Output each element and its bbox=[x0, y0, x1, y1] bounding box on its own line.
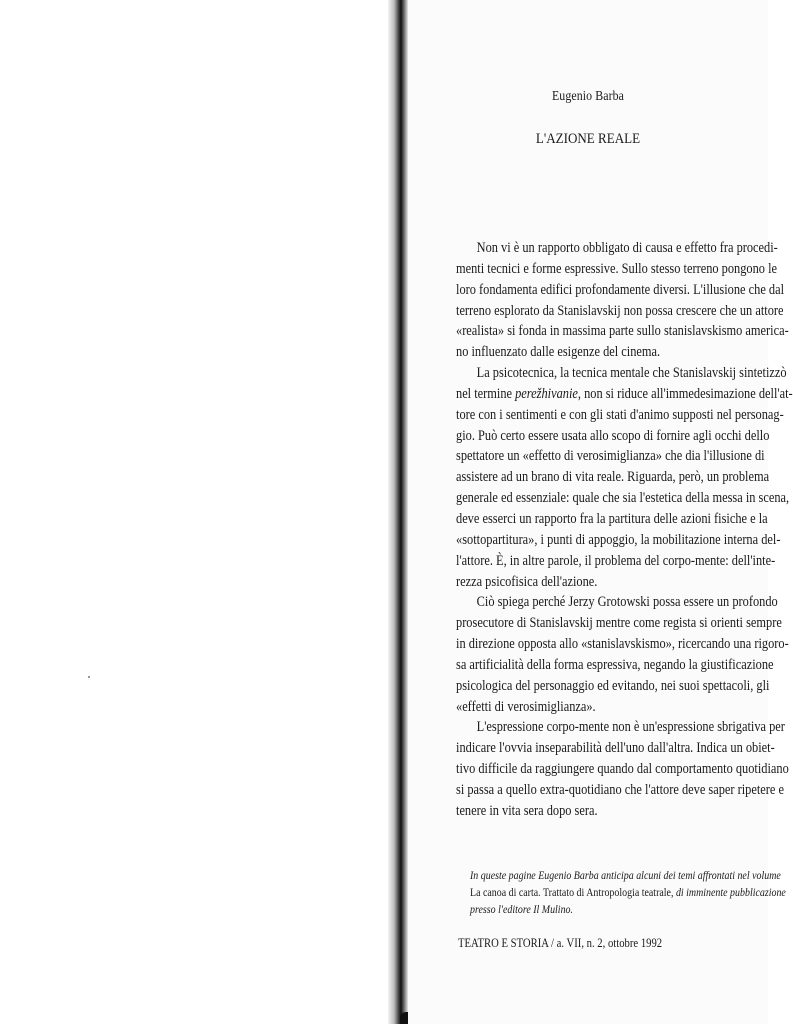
text-line: L'espressione corpo-mente non è un'espressione sbrigativa per bbox=[476, 719, 785, 736]
paragraph-2 bbox=[456, 363, 793, 592]
note-line bbox=[470, 902, 750, 919]
journal-footer: TEATRO E STORIA / a. VII, n. 2, ottobre 1992 bbox=[458, 936, 663, 950]
text-line: tenere in vita sera dopo sera. bbox=[456, 802, 598, 819]
text-line: sa artificialità della forma espressiva, negando la giustificazione bbox=[456, 656, 774, 673]
left-page-blank bbox=[0, 0, 388, 1024]
text-line: nel termine perežhivanie, non si riduce all'immedesimazione dell'at- bbox=[456, 385, 793, 402]
technical-term: perežhivanie bbox=[515, 385, 578, 402]
editorial-note bbox=[470, 868, 786, 920]
text-line: psicologica del personaggio ed evitando, nei suoi spettacoli, gli bbox=[456, 677, 770, 694]
text-line: si passa a quello extra-quotidiano che l'attore deve saper ripetere e bbox=[456, 781, 784, 798]
text-line: gio. Può certo essere usata allo scopo di fornire agli occhi dello bbox=[456, 427, 770, 444]
note-line-1: In queste pagine Eugenio Barba anticipa alcuni dei temi affrontati nel volume bbox=[470, 870, 781, 882]
text-line: assistere ad un brano di vita reale. Riguarda, però, un problema bbox=[456, 469, 770, 486]
note-line-2-italic: di imminente pubblicazione bbox=[673, 887, 786, 900]
author-name: Eugenio Barba bbox=[551, 88, 625, 103]
text-line: deve esserci un rapporto fra la partitura delle azioni fisiche e la bbox=[456, 510, 768, 527]
text-line: tore con i sentimenti e con gli stati d'animo supposti nel personag- bbox=[456, 406, 784, 423]
text-line: loro fondamenta edifici profondamente diversi. L'illusione che dal bbox=[456, 281, 785, 298]
note-line bbox=[470, 885, 786, 902]
text-line: Non vi è un rapporto obbligato di causa e effetto fra procedi- bbox=[476, 240, 778, 256]
right-page bbox=[408, 0, 793, 1024]
paragraph-3 bbox=[456, 592, 789, 717]
text-line: Ciò spiega perché Jerzy Grotowski possa essere un profondo bbox=[476, 594, 778, 611]
paragraph-1 bbox=[456, 238, 789, 363]
text-line: rezza psicofisica dell'azione. bbox=[456, 573, 598, 590]
article-title: L'AZIONE REALE bbox=[535, 131, 641, 147]
text-line: «sottopartitura», i punti di appoggio, la mobilitazione interna del- bbox=[456, 531, 781, 548]
text-line: indicare l'ovvia inseparabilità dell'uno dall'altra. Indica un obiet- bbox=[456, 740, 775, 757]
book-gutter bbox=[388, 0, 408, 1024]
text-line: in direzione opposta allo «stanislavskismo», ricercando una rigoro- bbox=[456, 636, 789, 653]
text-line: generale ed essenziale: quale che sia l'estetica della messa in scena, bbox=[456, 490, 790, 507]
article-body bbox=[456, 238, 793, 822]
text-line: tivo difficile da raggiungere quando dal comportamento quotidiano bbox=[456, 761, 789, 778]
book-title-line: La canoa di carta. Trattato di Antropologia teatrale, bbox=[470, 887, 674, 900]
text-line: prosecutore di Stanislavskij mentre come regista si orienti sempre bbox=[456, 615, 782, 632]
paragraph-4 bbox=[456, 717, 789, 821]
text-line: «effetti di verosimiglianza». bbox=[456, 698, 596, 715]
text-line: terreno esplorato da Stanislavskij non possa crescere che un attore bbox=[456, 302, 784, 319]
text-line: no influenzato dalle esigenze del cinema. bbox=[456, 344, 661, 361]
text-line: La psicotecnica, la tecnica mentale che Stanislavskij sintetizzò bbox=[476, 365, 787, 382]
text-line: l'attore. È, in altre parole, il problema del corpo-mente: dell'inte- bbox=[456, 552, 776, 569]
note-line-3: presso l'editore Il Mulino. bbox=[470, 904, 574, 917]
text-line: «realista» si fonda in massima parte sullo stanislavskismo america- bbox=[456, 323, 789, 340]
note-line bbox=[470, 868, 781, 885]
text-line: spettatore un «effetto di verosimiglianza» che dia l'illusione di bbox=[456, 448, 765, 465]
scan-speck bbox=[88, 676, 90, 678]
text-line: menti tecnici e forme espressive. Sullo stesso terreno pongono le bbox=[456, 260, 778, 277]
